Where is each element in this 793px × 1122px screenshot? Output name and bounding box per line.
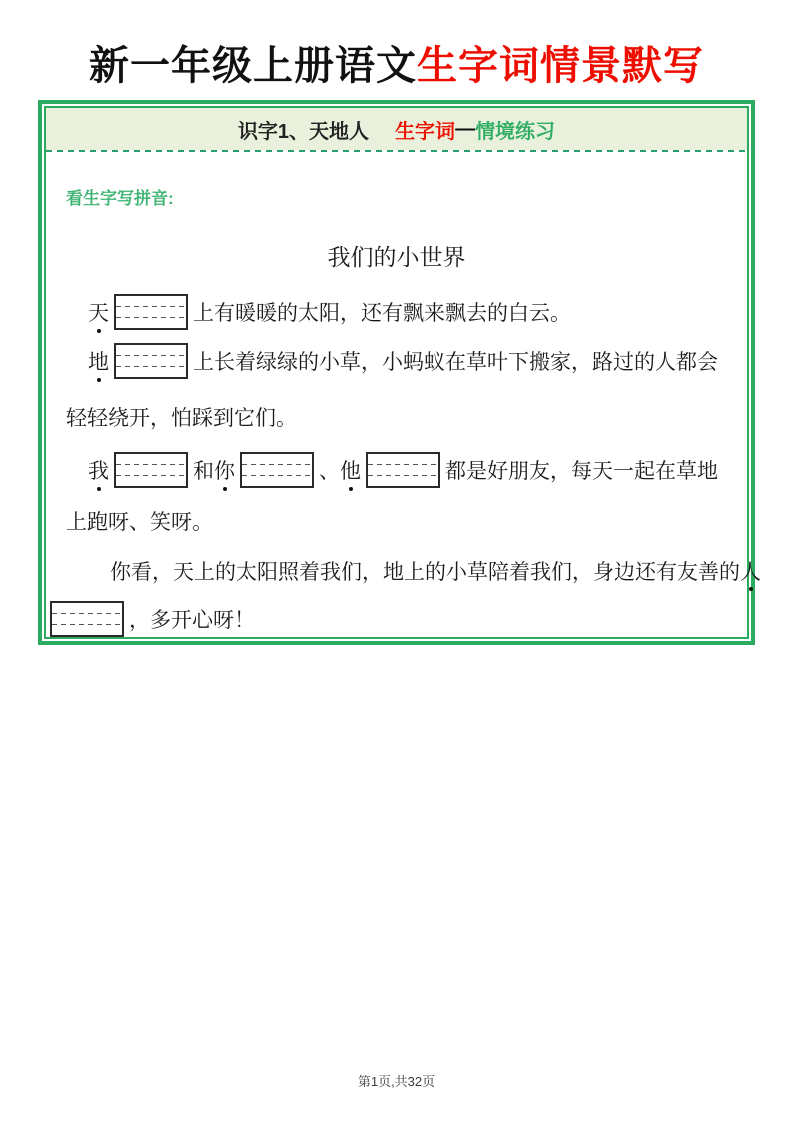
paragraph-3-text-he: 和 [193,459,214,483]
target-char-ren: 人 [740,560,761,584]
pinyin-writing-box [240,452,314,488]
paragraph-4-line-1 [66,559,761,585]
paragraph-2-line-1 [66,343,727,379]
worksheet-body [46,184,761,637]
page-title-black: 新一年级上册语文 [89,44,417,88]
paragraph-4-text-1: 你看，天上的太阳照着我们，地上的小草陪着我们，身边还有友善的 [110,560,740,584]
paragraph-3-text-dunhao: 、 [319,459,340,483]
target-char-di: 地 [88,346,109,376]
lesson-title: 识字1、天地人 [237,120,370,143]
dashed-divider [46,150,747,152]
worksheet-frame [38,100,761,645]
page-number-footer: 第1页,共32页 [357,1074,436,1089]
paragraph-4-line-2 [66,601,727,637]
paragraph-1-text: 上有暖暖的太阳，还有飘来飘去的白云。 [193,301,571,325]
pinyin-writing-box [50,601,124,637]
target-char-tian: 天 [88,297,109,327]
paragraph-3-line-1 [66,452,727,488]
page-title [0,0,793,88]
paragraph-3-text-2: 都是好朋友，每天一起在草地 [445,459,718,483]
target-char-ta: 他 [340,455,361,485]
paragraph-2-line-2: 轻轻绕开，怕踩到它们。 [66,406,297,430]
lesson-tag-qingjing: 情境练习 [475,120,556,143]
paragraph-4-text-2: ，多开心呀！ [129,608,255,632]
page-title-red: 生字词情景默写 [417,44,704,88]
worksheet-frame-inner [44,106,761,639]
target-char-wo: 我 [88,455,109,485]
paragraph-3-line-2: 上跑呀、笑呀。 [66,510,213,534]
lesson-header [46,108,747,150]
pinyin-writing-box [114,343,188,379]
paragraph-2-text-1: 上长着绿绿的小草，小蚂蚁在草叶下搬家，路过的人都会 [193,350,718,374]
paragraph-1-line-1 [66,294,727,330]
lesson-tag-shengzici: 生字词 [395,120,456,143]
pinyin-writing-box [114,452,188,488]
pinyin-writing-box [114,294,188,330]
essay-title: 我们的小世界 [327,245,466,270]
instruction-label: 看生字写拼音: [66,189,174,208]
pinyin-writing-box [366,452,440,488]
lesson-tag-dash: — [455,117,476,140]
target-char-ni: 你 [214,455,235,485]
